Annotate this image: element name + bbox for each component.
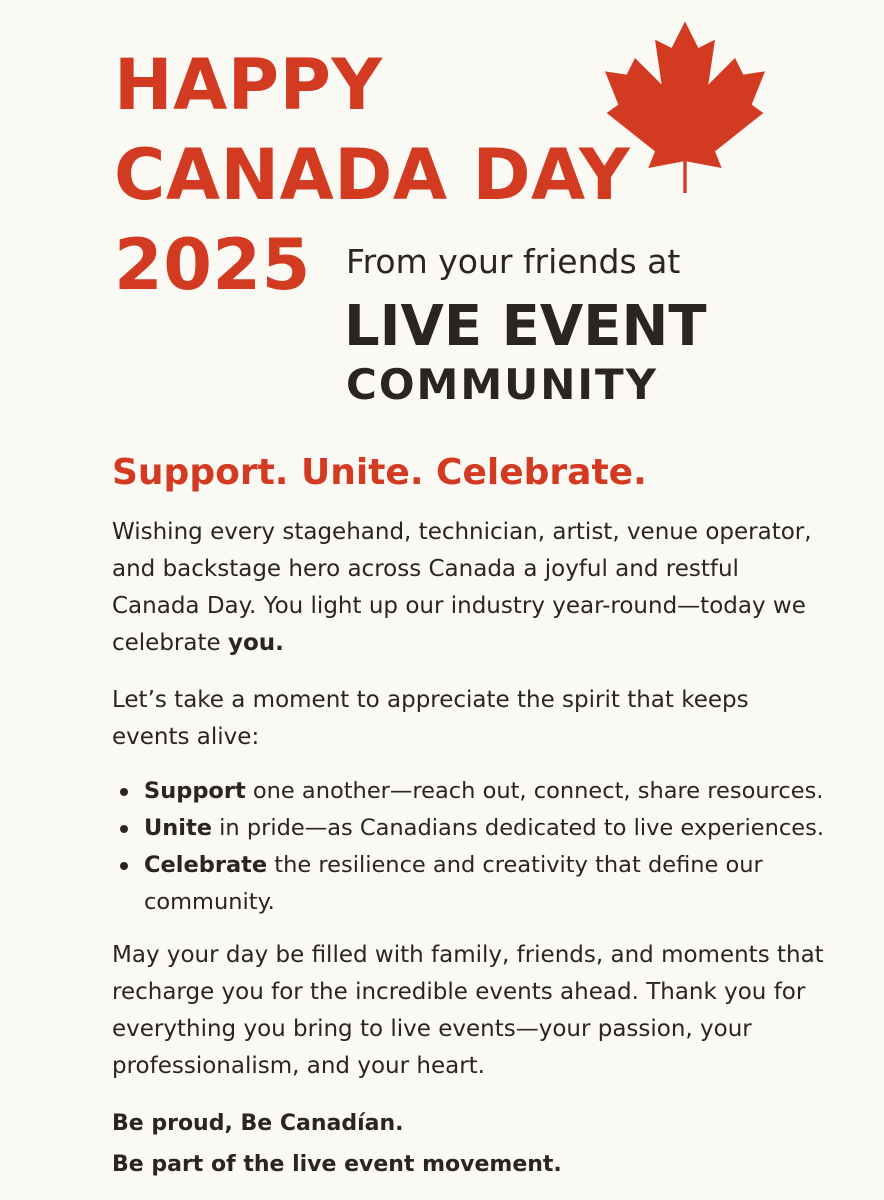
organization-name-line-2: COMMUNITY — [346, 360, 659, 409]
greeting-text: Wishing every stagehand, technician, artist, venue operator, and backstage hero across Canada a joyful and restful Canada Day. You light up our industry year-round—today we celebrate — [112, 519, 812, 656]
list-item — [112, 773, 842, 810]
maple-leaf-icon — [600, 18, 770, 218]
bullet-icon — [120, 862, 128, 870]
bullet-icon — [120, 825, 128, 833]
headline-line-2: CANADA DAY — [114, 134, 631, 216]
from-friends-text: From your friends at — [346, 242, 681, 281]
headline-line-1: HAPPY — [114, 44, 383, 126]
organization-name-line-1: LIVE EVENT — [344, 294, 707, 359]
headline-line-3: 2025 — [114, 224, 311, 306]
greeting-emphasis: you. — [227, 630, 284, 656]
bullet-icon — [120, 788, 128, 796]
wishes-paragraph: May your day be filled with family, friends, and moments that recharge you for the incredible events ahead. Thank you for everything you bring to live events—your passion, your professionalism, and your heart. — [112, 942, 824, 1079]
closing-line-1: Be proud, Be Canadían. — [112, 1111, 404, 1136]
list-item — [112, 810, 842, 847]
closing-line-2: Be part of the live event movement. — [112, 1152, 562, 1177]
list-item-keyword: Unite — [144, 815, 213, 841]
tagline: Support. Unite. Celebrate. — [112, 452, 647, 493]
list-item — [112, 847, 842, 921]
list-item-text: in pride—as Canadians dedicated to live experiences. — [212, 815, 824, 841]
list-item-keyword: Support — [144, 778, 246, 804]
list-item-text: one another—reach out, connect, share resources. — [245, 778, 824, 804]
intro-paragraph: Let’s take a moment to appreciate the spirit that keeps events alive: — [112, 687, 749, 750]
values-list — [112, 773, 842, 921]
list-item-keyword: Celebrate — [144, 852, 268, 878]
greeting-paragraph — [112, 514, 832, 662]
list-item-text: the resilience and creativity that define our community. — [144, 852, 763, 915]
